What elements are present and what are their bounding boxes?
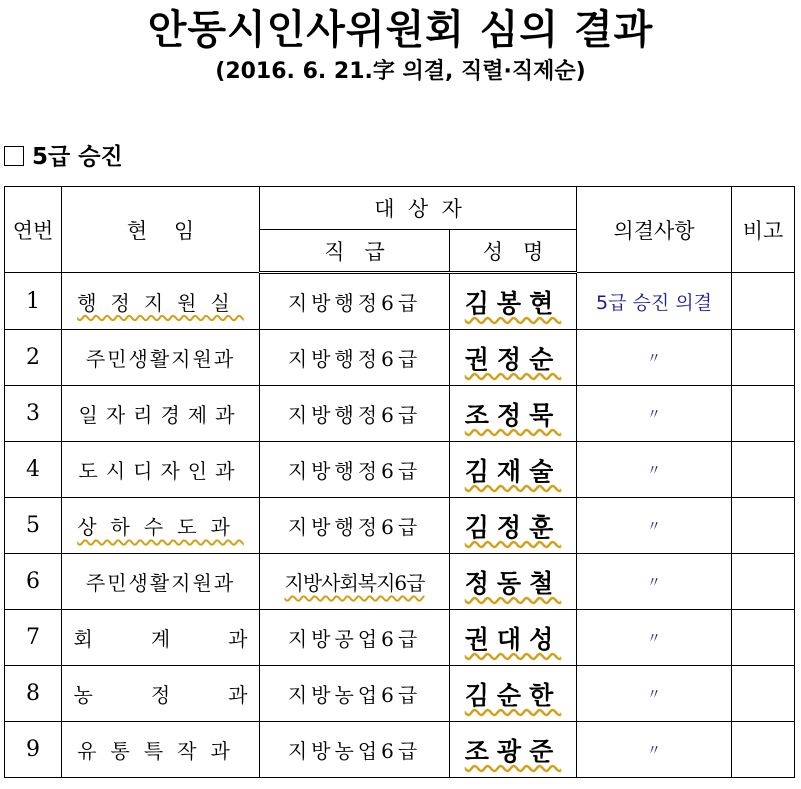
row-decision: 〃 [577, 330, 732, 386]
row-name: 조광준 [450, 722, 577, 778]
row-decision: 〃 [577, 442, 732, 498]
section-heading [4, 142, 123, 172]
row-rank: 지방행정6급 [260, 442, 450, 498]
page-subtitle: (2016. 6. 21.字 의결, 직렬·직제순) [215, 59, 586, 84]
row-number: 6 [5, 554, 62, 610]
row-current-post: 상하수도과 [62, 498, 260, 554]
row-current-post: 일자리경제과 [62, 386, 260, 442]
row-name: 권정순 [450, 330, 577, 386]
row-rank: 지방행정6급 [260, 273, 450, 330]
row-remarks [732, 273, 795, 330]
row-remarks [732, 330, 795, 386]
row-current-post: 도시디자인과 [62, 442, 260, 498]
header-current-post: 현 임 [62, 187, 260, 273]
row-name: 권대성 [450, 610, 577, 666]
row-remarks [732, 722, 795, 778]
table-row [5, 666, 795, 722]
row-remarks [732, 666, 795, 722]
row-current-post: 농정과 [62, 666, 260, 722]
row-rank: 지방농업6급 [260, 722, 450, 778]
table-row [5, 610, 795, 666]
row-remarks [732, 386, 795, 442]
row-number: 5 [5, 498, 62, 554]
row-number: 7 [5, 610, 62, 666]
row-remarks [732, 442, 795, 498]
row-number: 4 [5, 442, 62, 498]
row-name: 김순한 [450, 666, 577, 722]
row-rank: 지방공업6급 [260, 610, 450, 666]
row-decision: 〃 [577, 722, 732, 778]
row-remarks [732, 554, 795, 610]
header-remarks: 비고 [732, 187, 795, 273]
header-rank: 직 급 [260, 230, 450, 273]
row-name: 조정묵 [450, 386, 577, 442]
row-remarks [732, 610, 795, 666]
row-decision: 〃 [577, 498, 732, 554]
row-number: 1 [5, 273, 62, 330]
header-name: 성 명 [450, 230, 577, 273]
row-current-post: 유통특작과 [62, 722, 260, 778]
row-current-post: 회계과 [62, 610, 260, 666]
row-decision: 5급 승진 의결 [577, 273, 732, 330]
row-number: 3 [5, 386, 62, 442]
row-rank: 지방행정6급 [260, 330, 450, 386]
table-row [5, 554, 795, 610]
checkbox-icon [4, 146, 24, 166]
row-remarks [732, 498, 795, 554]
row-name: 정동철 [450, 554, 577, 610]
section-label: 5급 승진 [32, 144, 123, 170]
table-row [5, 442, 795, 498]
row-number: 9 [5, 722, 62, 778]
row-number: 2 [5, 330, 62, 386]
table-row [5, 330, 795, 386]
results-table [4, 186, 795, 778]
row-rank: 지방행정6급 [260, 498, 450, 554]
row-current-post: 주민생활지원과 [62, 554, 260, 610]
row-number: 8 [5, 666, 62, 722]
row-rank: 지방행정6급 [260, 386, 450, 442]
row-decision: 〃 [577, 610, 732, 666]
table-row [5, 722, 795, 778]
table-row [5, 498, 795, 554]
row-decision: 〃 [577, 554, 732, 610]
row-name: 김재술 [450, 442, 577, 498]
row-name: 김봉현 [450, 273, 577, 330]
row-decision: 〃 [577, 386, 732, 442]
header-target: 대 상 자 [260, 187, 577, 230]
row-name: 김정훈 [450, 498, 577, 554]
row-current-post: 행정지원실 [62, 273, 260, 330]
page-title: 안동시인사위원회 심의 결과 [147, 7, 654, 53]
row-rank: 지방농업6급 [260, 666, 450, 722]
row-rank: 지방사회복지6급 [260, 554, 450, 610]
table-row [5, 273, 795, 330]
row-decision: 〃 [577, 666, 732, 722]
row-current-post: 주민생활지원과 [62, 330, 260, 386]
table-row [5, 386, 795, 442]
header-decision: 의결사항 [577, 187, 732, 273]
header-no: 연번 [5, 187, 62, 273]
